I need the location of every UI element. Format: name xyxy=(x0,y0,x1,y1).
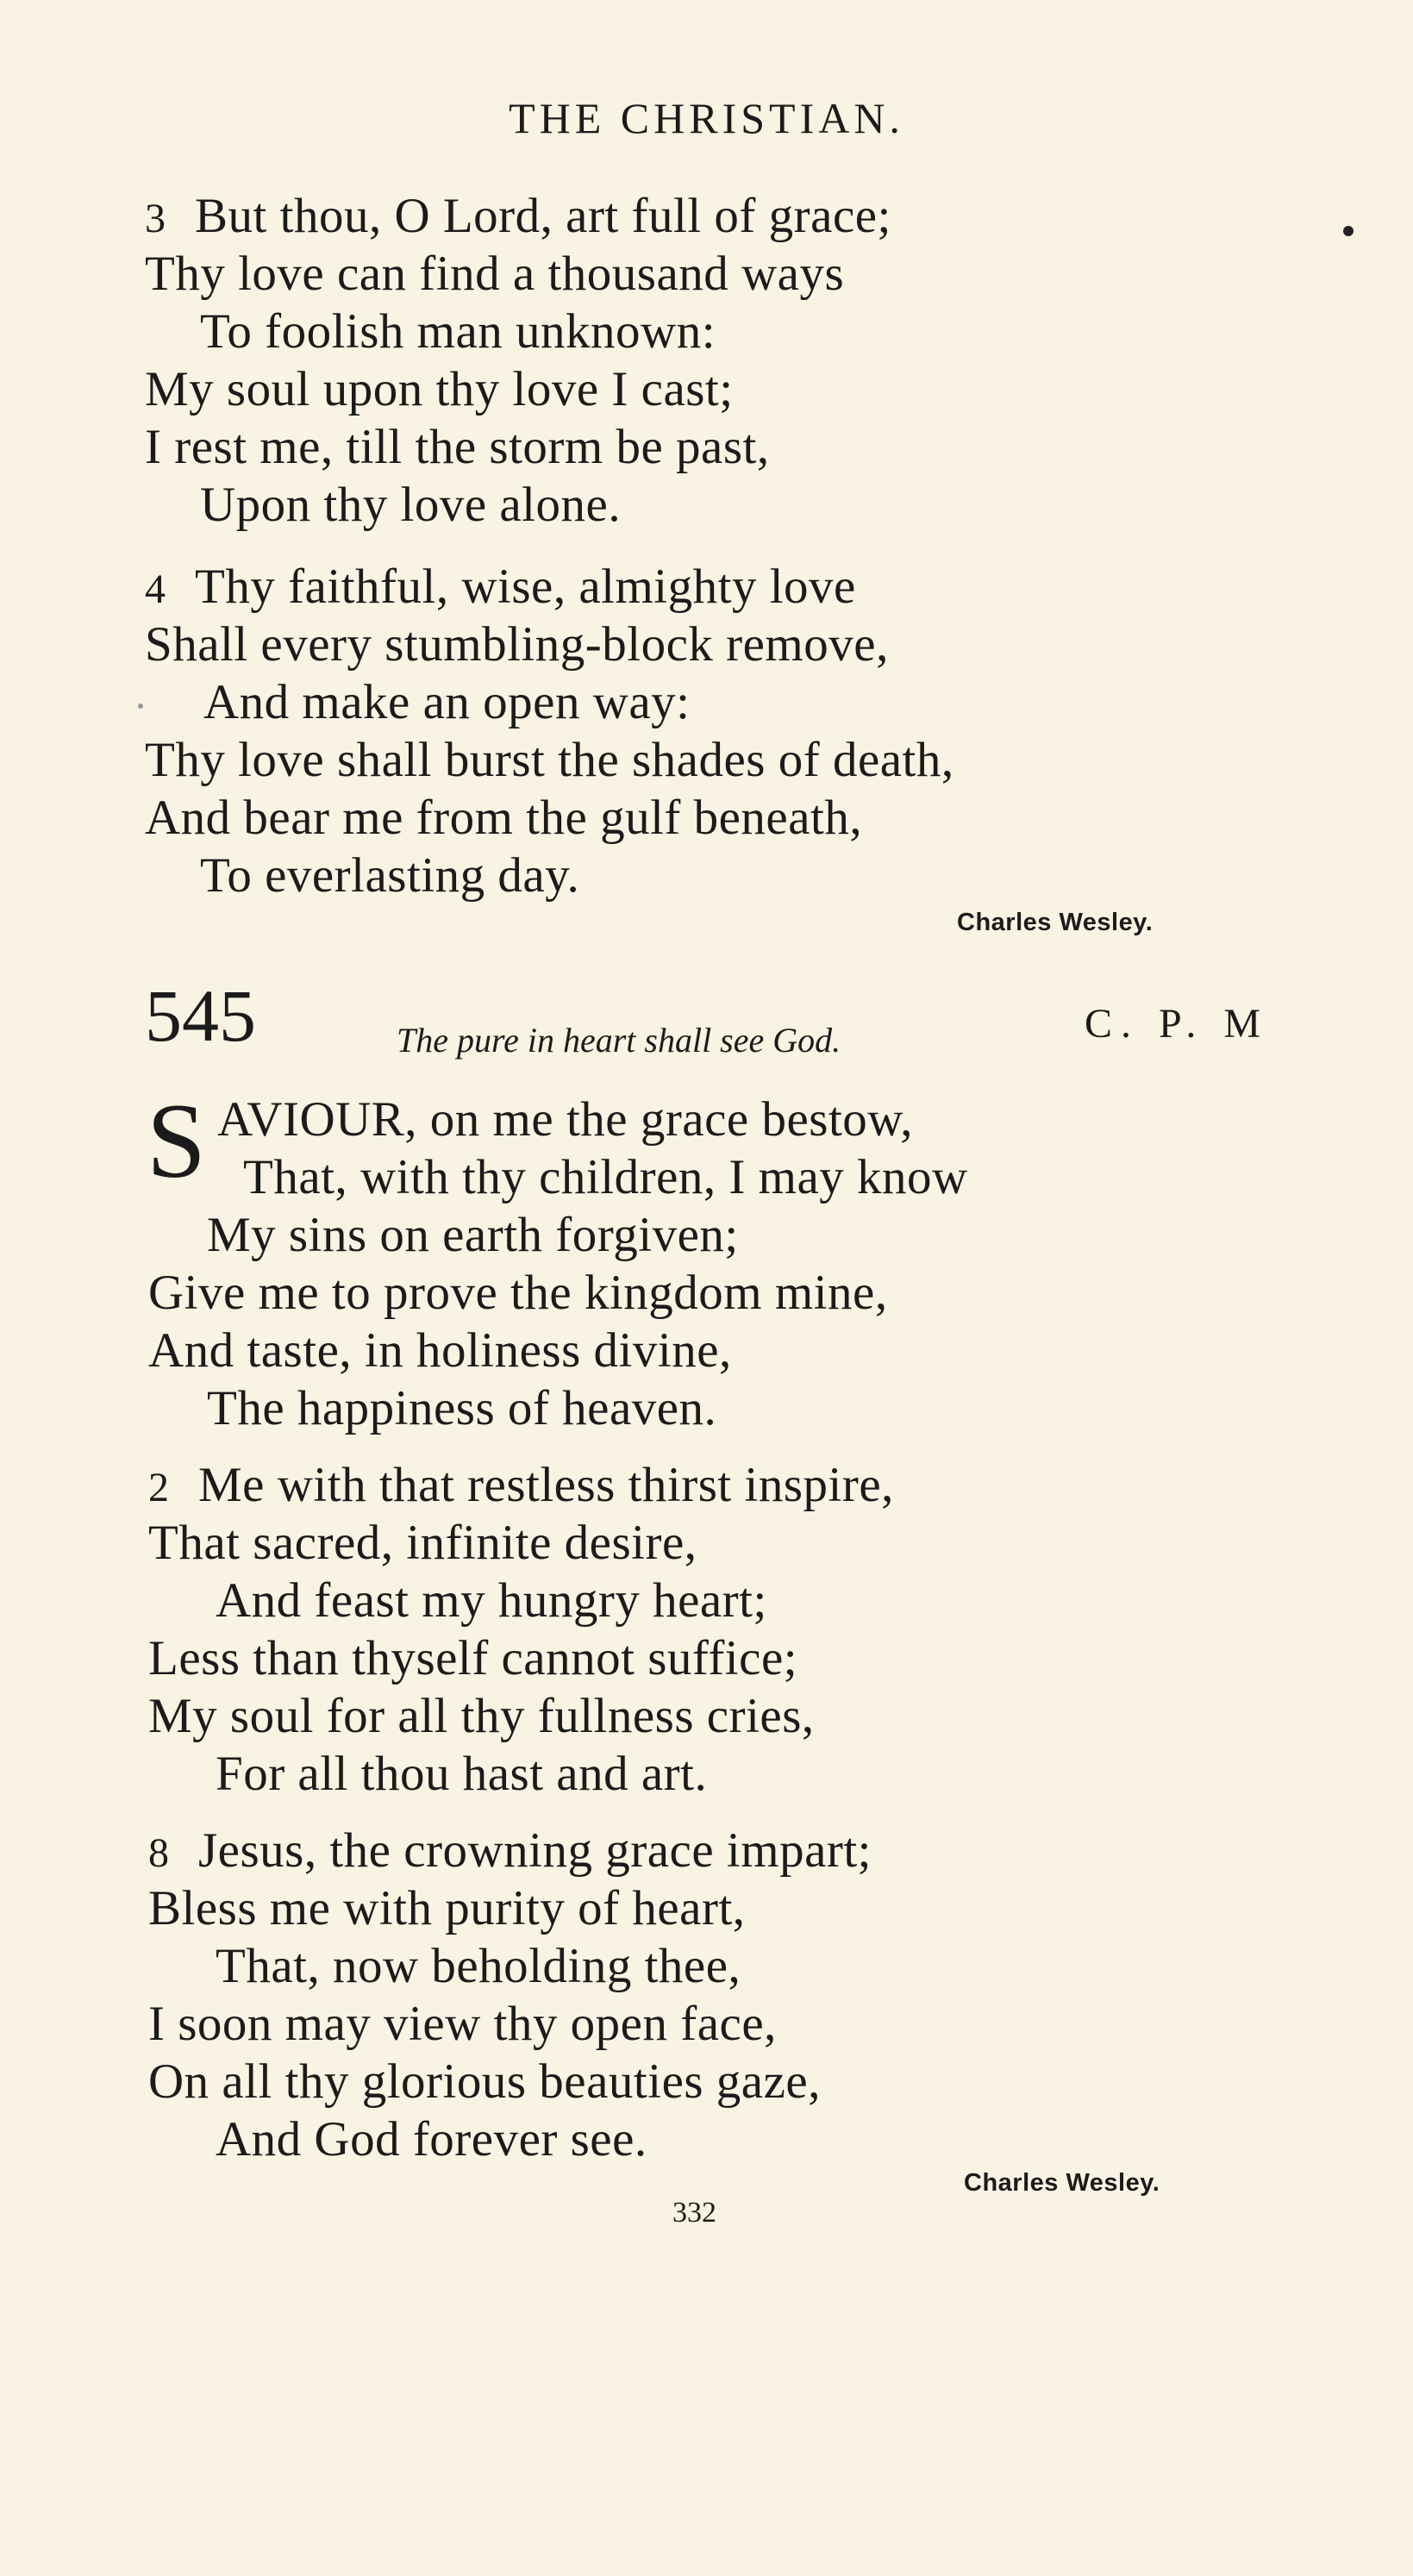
verse-line: And God forever see. xyxy=(216,2112,647,2166)
author-attribution: Charles Wesley. xyxy=(964,2169,1160,2197)
verse-line: 2 Me with that restless thirst inspire, xyxy=(148,1457,894,1516)
verse-line: To everlasting day. xyxy=(200,848,580,903)
verse-line: Upon thy love alone. xyxy=(200,478,622,532)
hymn-title: The pure in heart shall see God. xyxy=(397,1021,841,1060)
hymn-number: 545 xyxy=(145,974,256,1057)
verse-line: Thy love shall burst the shades of death, xyxy=(145,733,954,787)
verse-line: And bear me from the gulf beneath, xyxy=(145,791,863,845)
print-speck xyxy=(1343,226,1354,236)
stanza-number: 8 xyxy=(148,1830,170,1876)
verse-line: The happiness of heaven. xyxy=(207,1381,717,1435)
verse-line: 8 Jesus, the crowning grace impart; xyxy=(148,1823,872,1882)
hymn-meter: C. P. M xyxy=(1085,1001,1270,1047)
stanza-number: 4 xyxy=(145,566,166,612)
verse-line: My sins on earth forgiven; xyxy=(207,1208,739,1262)
verse-line: That, with thy children, I may know xyxy=(243,1150,968,1204)
verse-line: That, now beholding thee, xyxy=(216,1939,741,1993)
stanza-number: 2 xyxy=(148,1465,170,1510)
verse-line: Bless me with purity of heart, xyxy=(148,1881,746,1935)
verse-line: Thy love can find a thousand ways xyxy=(145,247,845,301)
drop-cap: S xyxy=(147,1082,206,1200)
print-speck xyxy=(138,703,143,709)
verse-line: My soul for all thy fullness cries, xyxy=(148,1689,815,1743)
verse-line: 4 Thy faithful, wise, almighty love xyxy=(145,559,856,618)
verse-line: That sacred, infinite desire, xyxy=(148,1516,697,1570)
verse-line: AVIOUR, on me the grace bestow, xyxy=(217,1092,913,1147)
verse-line: I rest me, till the storm be past, xyxy=(145,420,770,474)
verse-line: I soon may view thy open face, xyxy=(148,1997,777,2051)
author-attribution: Charles Wesley. xyxy=(957,909,1154,936)
stanza-number: 3 xyxy=(145,196,166,241)
verse-line: Less than thyself cannot suffice; xyxy=(148,1631,798,1685)
verse-line: And make an open way: xyxy=(203,675,691,729)
verse-line: And feast my hungry heart; xyxy=(216,1573,767,1628)
verse-line: My soul upon thy love I cast; xyxy=(145,362,734,416)
verse-line: Shall every stumbling-block remove, xyxy=(145,617,889,672)
verse-line: 3 But thou, O Lord, art full of grace; xyxy=(145,188,891,247)
verse-line: And taste, in holiness divine, xyxy=(148,1323,732,1378)
verse-line: For all thou hast and art. xyxy=(216,1747,708,1801)
verse-line: Give me to prove the kingdom mine, xyxy=(148,1266,888,1320)
verse-line: On all thy glorious beauties gaze, xyxy=(148,2054,821,2109)
page-number: 332 xyxy=(672,2197,716,2229)
verse-line: To foolish man unknown: xyxy=(200,304,716,359)
running-head: THE CHRISTIAN. xyxy=(509,94,904,142)
